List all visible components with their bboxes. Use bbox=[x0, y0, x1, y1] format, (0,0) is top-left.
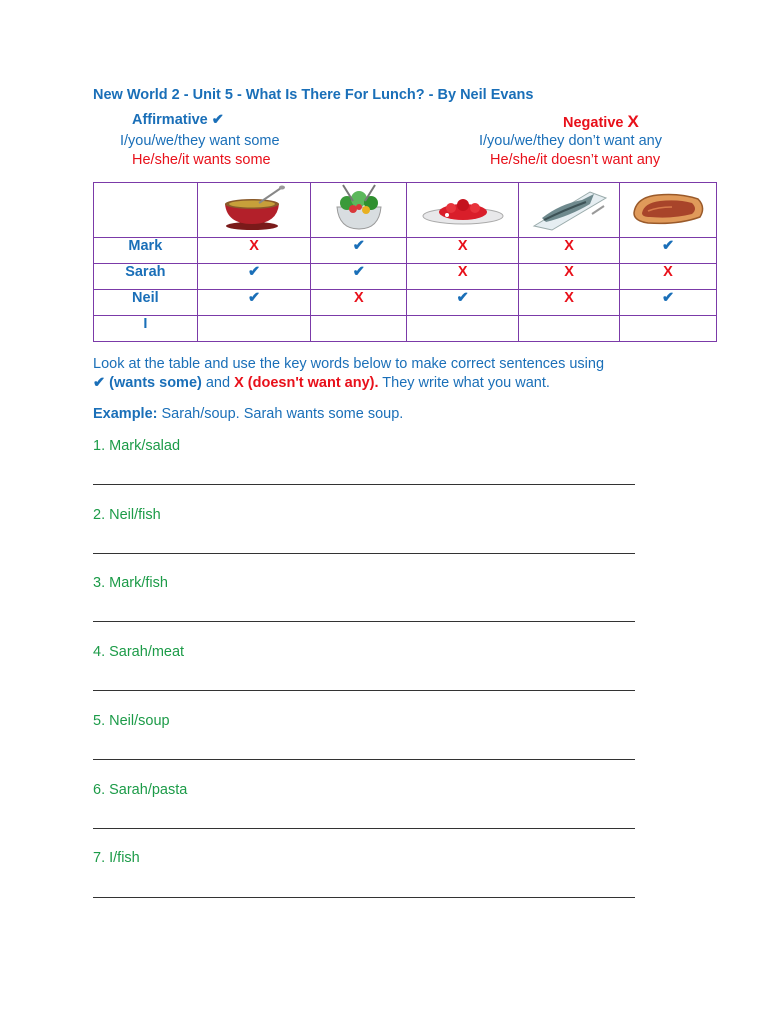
answer-line[interactable] bbox=[93, 759, 635, 760]
pasta-icon bbox=[421, 190, 505, 226]
instructions-line: Look at the table and use the key words below to make correct sentences using bbox=[93, 356, 605, 372]
answer-line[interactable] bbox=[93, 897, 635, 898]
negative-singular-rule: He/she/it doesn’t want any bbox=[490, 152, 661, 168]
row-name: Neil bbox=[94, 290, 198, 316]
instructions-yes: ✔ (wants some) bbox=[93, 375, 202, 391]
empty-answer-cell[interactable] bbox=[519, 316, 620, 342]
preference-mark: X bbox=[311, 290, 407, 316]
instructions bbox=[93, 355, 693, 393]
affirmative-singular-rule: He/she/it wants some bbox=[132, 152, 271, 168]
row-name: Sarah bbox=[94, 264, 198, 290]
header-salad-cell bbox=[311, 183, 407, 238]
affirmative-heading: Affirmative ✔ bbox=[132, 112, 224, 128]
affirmative-plural-rule: I/you/we/they want some bbox=[120, 133, 280, 149]
question-prompt: 1. Mark/salad bbox=[93, 438, 181, 454]
preference-mark: ✔ bbox=[311, 238, 407, 264]
page-title: New World 2 - Unit 5 - What Is There For Lunch? - By Neil Evans bbox=[93, 87, 534, 103]
meat-icon bbox=[628, 187, 708, 229]
row-name: I bbox=[94, 316, 198, 342]
preference-mark: ✔ bbox=[197, 264, 311, 290]
header-fish-cell bbox=[519, 183, 620, 238]
header-soup-cell bbox=[197, 183, 311, 238]
preference-mark: ✔ bbox=[620, 238, 717, 264]
preference-mark: X bbox=[197, 238, 311, 264]
header-meat-cell bbox=[620, 183, 717, 238]
question-prompt: 6. Sarah/pasta bbox=[93, 782, 188, 798]
empty-answer-cell[interactable] bbox=[620, 316, 717, 342]
empty-answer-cell[interactable] bbox=[311, 316, 407, 342]
answer-line[interactable] bbox=[93, 621, 635, 622]
preference-mark: ✔ bbox=[197, 290, 311, 316]
question-prompt: 4. Sarah/meat bbox=[93, 644, 185, 660]
negative-heading-label: Negative bbox=[563, 115, 624, 131]
empty-answer-cell[interactable] bbox=[197, 316, 311, 342]
preference-mark: X bbox=[620, 264, 717, 290]
table-row bbox=[94, 316, 717, 342]
preference-mark: X bbox=[519, 264, 620, 290]
soup-icon bbox=[219, 184, 289, 232]
table-row bbox=[94, 264, 717, 290]
table-row bbox=[94, 238, 717, 264]
answer-line[interactable] bbox=[93, 828, 635, 829]
instructions-no: X (doesn't want any). bbox=[234, 375, 379, 391]
instructions-and: and bbox=[201, 375, 235, 391]
question-prompt: 3. Mark/fish bbox=[93, 575, 168, 591]
header-pasta-cell bbox=[407, 183, 519, 238]
negative-plural-rule: I/you/we/they don’t want any bbox=[479, 133, 662, 149]
preference-mark: X bbox=[407, 238, 519, 264]
empty-answer-cell[interactable] bbox=[407, 316, 519, 342]
answer-line[interactable] bbox=[93, 484, 635, 485]
question-prompt: 2. Neil/fish bbox=[93, 507, 161, 523]
salad-icon bbox=[331, 183, 387, 233]
table-row bbox=[94, 290, 717, 316]
preference-mark: ✔ bbox=[620, 290, 717, 316]
example-label: Example: bbox=[93, 406, 158, 422]
question-prompt: 7. I/fish bbox=[93, 850, 140, 866]
example bbox=[93, 406, 403, 422]
example-text: Sarah/soup. Sarah wants some soup. bbox=[157, 406, 404, 422]
header-empty-cell bbox=[94, 183, 198, 238]
negative-x-mark: X bbox=[627, 112, 639, 131]
instructions-rest: They write what you want. bbox=[378, 375, 550, 391]
answer-line[interactable] bbox=[93, 690, 635, 691]
question-prompt: 5. Neil/soup bbox=[93, 713, 170, 729]
food-preference-table bbox=[93, 182, 717, 342]
preference-mark: X bbox=[519, 290, 620, 316]
preference-mark: X bbox=[519, 238, 620, 264]
row-name: Mark bbox=[94, 238, 198, 264]
preference-mark: X bbox=[407, 264, 519, 290]
fish-icon bbox=[530, 184, 608, 232]
negative-heading bbox=[563, 112, 639, 132]
answer-line[interactable] bbox=[93, 553, 635, 554]
preference-mark: ✔ bbox=[311, 264, 407, 290]
preference-mark: ✔ bbox=[407, 290, 519, 316]
table-header-row bbox=[94, 183, 717, 238]
